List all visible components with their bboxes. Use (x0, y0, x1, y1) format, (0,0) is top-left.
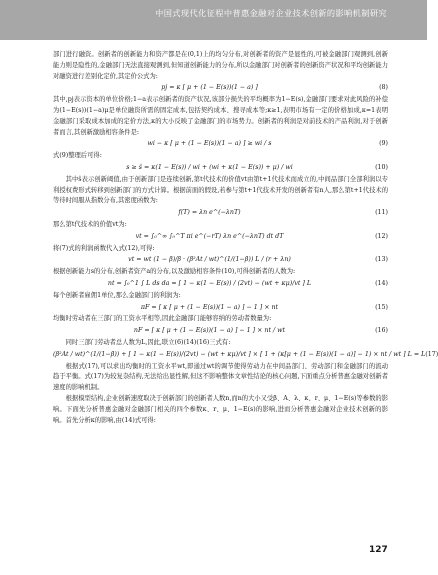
equation (53, 350, 438, 361)
equation-body: s ≥ ŝ = κ(1 − E(s)) / wi + (wi + κ(1 − E(s)) + μ) / wi (126, 163, 293, 171)
paragraph: 其中,pj表示资本的单位价格;1−a表示创新者的资产状况,该部分损失的平均概率为1−E(s),金融部门要求对此风险的补偿为(1−E(s))(1−a)μ是单位融资所需的固定成本,包括契约成本、搜寻成本等;κ≥1,表明市场有一定的价格加成,κ=1表明金融部门采取成本加成的定价方法,κ的大小反映了金融部门的市场势力。创新者的利润是对前技术的产品利润,对于创新者而言,其创新激励相容条件是: (53, 96, 388, 136)
equation-number: (12) (375, 232, 388, 240)
paragraph: 根据创新能力s的分布,创新者资产a的分布,以及激励相容条件(10),可得创新者的人数为: (53, 268, 296, 276)
equation (53, 83, 388, 94)
article-body (53, 50, 438, 426)
equation-body: f(T) = λn e^(−λnT) (178, 209, 241, 217)
equation-body: nF = [ κ [ μ + (1 − E(s))(1 − a) ] − 1 ] × nt / wt (133, 327, 286, 335)
paragraph: 根据式(17),可以求出均衡时的工资水平wt,即通过wt的调节使得劳动力在中间品部门、劳动部门和金融部门的流动趋于平衡。式(17)为较复杂结构,无法给出显性解,但这不影响整体文章性结论的核心问题,下面重点分析普惠金融对创新者速度的影响机制。 (53, 362, 388, 392)
paragraph: 将(7)式的利润函数代入式(12),可得: (53, 244, 155, 252)
equation (53, 326, 388, 337)
equation-number: (16) (375, 327, 388, 335)
equation-body: wi − κ [ μ + (1 − E(s))(1 − a) ] ≥ wi / s (147, 140, 272, 148)
paragraph: 那么第t代技术的价值vt为: (53, 220, 127, 228)
running-header-band (0, 0, 427, 40)
paragraph: 其中ŝ表示创新阈值,由于创新部门是连续创新,第t代技术的价值vt由第t+1代技术而成立的,中间品部门全部利润以专利授权费形式转移到创新部门的方式计算。根据前面的假设,若参与第t+1代技术开发的创新者有n人,那么第t+1代技术的等待时间服从指数分布,其密度函数为: (53, 175, 388, 205)
equation-number: (9) (379, 140, 388, 148)
equation (53, 303, 388, 314)
equation-number: (14) (375, 279, 388, 287)
equation (53, 163, 388, 174)
paragraph: 每个创新者雇佣1单位,那么金融部门的利润为: (53, 291, 181, 299)
page-number: 127 (369, 545, 388, 555)
running-title: 中国式现代化征程中普惠金融对企业技术创新的影响机制研究 (155, 8, 387, 18)
paragraph: 根据模型结构,企业创新速度取决于创新部门的创新者人数n,而n的大小又受β、A、λ、κ、r、μ、1−E(s)等参数的影响。下面先分析普惠金融对金融部门相关的四个参数κ、r、μ、1−E(s)的影响,进而分析普惠金融对企业技术创新的影响。首先分析κ的影响,由(14)式可得: (53, 394, 388, 424)
equation (53, 255, 388, 266)
equation (53, 139, 388, 150)
equation (53, 208, 388, 219)
equation-number: (17) (425, 350, 438, 358)
paragraph: 部门进行融资。创新者的创新能力和资产都是在(0,1)上的均匀分布,对创新者的资产是显性的,可被金融部门观测到,创新能力则是隐性的,金融部门无法直接观测到,但知道创新能力的分布,所以金融部门对创新者的创新资产状况和平均创新能力对融资进行差别化定价,其定价公式为: (53, 51, 388, 80)
equation-body: πF = [ κ [ μ + (1 − E(s))(1 − a) ] − 1 ] × nt (140, 303, 279, 311)
equation-number: (8) (379, 84, 388, 92)
equation-body: (β²At / wt)^(1/(1−β)) + [ 1 − κ(1 − E(s))/(2vt) − (wt + κμ)/vt ] × [ 1 + (κ[μ + (1 − E(s))(1 − a)] − 1) × nt / wt ] L = L (53, 350, 426, 358)
equation (53, 279, 388, 290)
equation-body: pj = κ [ μ + (1 − E(s))(1 − a) ] (161, 84, 258, 92)
equation (53, 232, 388, 243)
equation-body: vt = wt (1 − β)/β · (β²At / wt)^(1/(1−β)) L / (r + λn) (128, 256, 291, 264)
paragraph: 同时三部门劳动者总人数为L,因此,联立(6)(14)(16)三式有: (65, 338, 231, 346)
equation-body: nt = ∫₀^1 ∫ L ds da = [ 1 − κ(1 − E(s)) / (2vt) − (wt + κμ)/vt ] L (107, 279, 312, 287)
paragraph: 式(9)整理后可得: (53, 152, 102, 160)
equation-body: vt = ∫₀^∞ ∫₀^T πi e^(−rT) λn e^(−λnT) dt dT (135, 232, 284, 240)
equation-number: (13) (375, 256, 388, 264)
equation-number: (15) (375, 303, 388, 311)
equation-number: (10) (375, 163, 388, 171)
equation-number: (11) (375, 209, 388, 217)
paragraph: 均衡时劳动者在三部门的工资水平相等,因此金融部门能够容纳的劳动者数量为: (53, 315, 272, 323)
